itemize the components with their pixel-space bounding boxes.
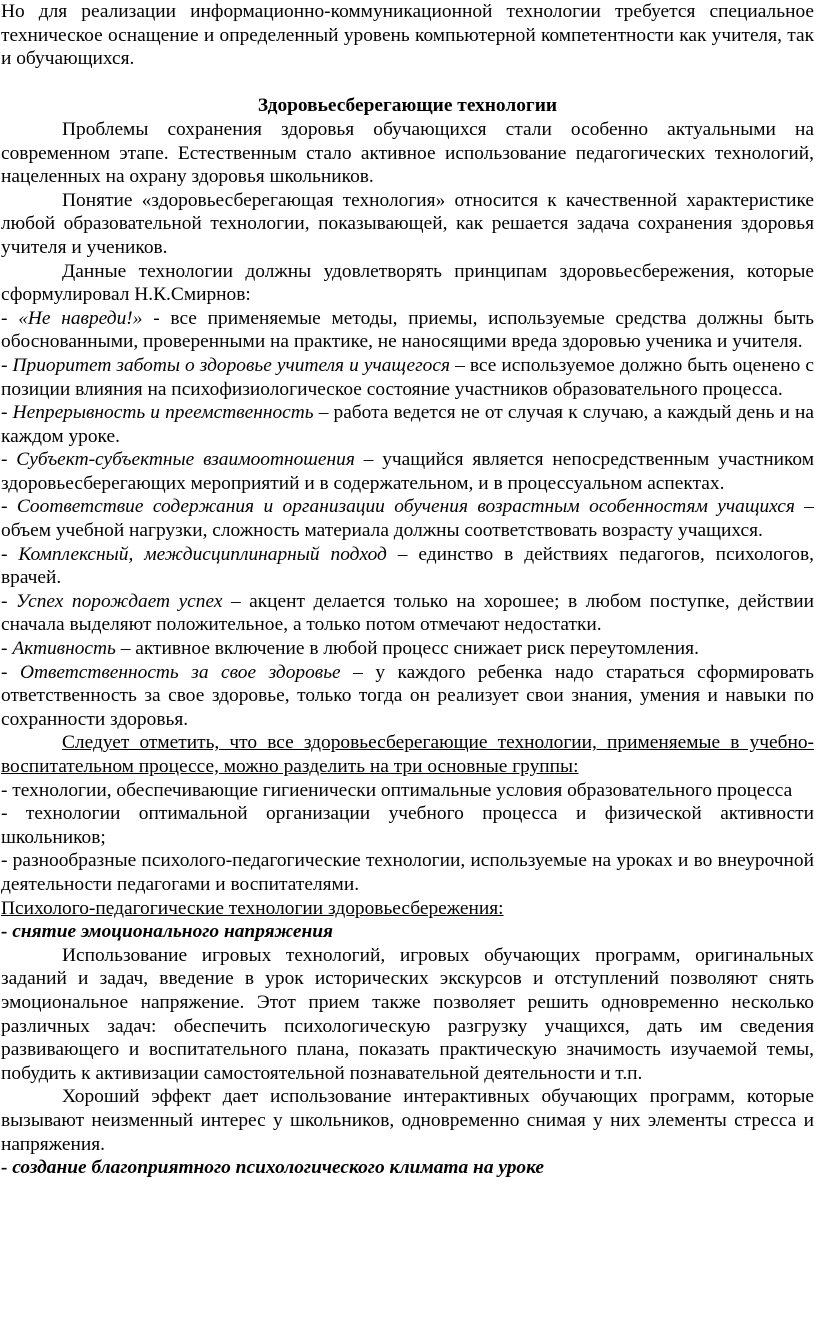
principle-term: Непрерывность и преемственность bbox=[12, 402, 314, 424]
psych-heading: Психолого-педагогические технологии здоровьесбережения: bbox=[1, 897, 504, 919]
principle-term: Субъект-субъектные взаимоотношения bbox=[16, 449, 355, 471]
subsection-heading-emotional: - снятие эмоционального напряжения bbox=[1, 921, 333, 943]
paragraph-concept: Понятие «здоровьесберегающая технология» относится к качественной характеристике любой образовательной технологии, показывающей, как решается задача сохранения здоровья учителя и учеников. bbox=[1, 189, 814, 258]
principle-term: Успех порождает успех bbox=[15, 590, 223, 612]
group-item: - технологии, обеспечивающие гигиенически оптимальные условия образовательного процесса bbox=[1, 779, 793, 801]
principle-item: - Ответственность за свое здоровье – у каждого ребенка надо стараться сформировать ответственность за свое здоровье, только тогда он реализует свои знания, умения и навыки по сохранности здоровья. bbox=[1, 661, 814, 730]
paragraph-problems: Проблемы сохранения здоровья обучающихся стали особенно актуальными на современном этапе. Естественным стало активное использование педагогических технологий, нацеленных на охрану здоровья школьников. bbox=[1, 118, 814, 188]
principle-item: - Субъект-субъектные взаимоотношения – учащийся является непосредственным участником здоровьесберегающих мероприятий и в содержательном, и в процессуальном аспектах. bbox=[1, 449, 814, 494]
groups-intro: Следует отметить, что все здоровьесберегающие технологии, применяемые в учебно-воспитательном процессе, можно разделить на три основные группы: bbox=[1, 732, 814, 777]
section-title: Здоровьесберегающие технологии bbox=[257, 95, 558, 117]
group-item: - технологии оптимальной организации учебного процесса и физической активности школьников; bbox=[1, 803, 814, 848]
principle-term: Активность bbox=[12, 638, 116, 660]
paragraph-games: Использование игровых технологий, игровых обучающих программ, оригинальных заданий и задач, введение в урок исторических экскурсов и отступлений позволяют снять эмоциональное напряжение. Этот прием также позволяет решить одновременно несколько различных задач: обеспечить психологическую разгрузку учащихся, дать им сведения развивающего и воспитательного плана, показать практическую значимость изучаемой темы, побудить к активизации самостоятельной познавательной деятельности и т.п. bbox=[1, 944, 814, 1084]
principle-term: Соответствие содержания и организации обучения возрастным особенностям учащихся bbox=[16, 496, 795, 518]
principle-item: - «Не навреди!» - все применяемые методы, приемы, используемые средства должны быть обоснованными, проверенными на практике, не наносящими вреда здоровью ученика и учителя. bbox=[1, 307, 814, 353]
paragraph-principles-intro: Данные технологии должны удовлетворять принципам здоровьесбережения, которые сформулировал Н.К.Смирнов: bbox=[1, 260, 814, 306]
principle-item: - Успех порождает успех – акцент делается только на хорошее; в любом поступке, действии сначала выделяют положительное, а только потом отмечают недостатки. bbox=[1, 590, 814, 636]
principle-item: - Соответствие содержания и организации обучения возрастным особенностям учащихся – объем учебной нагрузки, сложность материала должны соответствовать возрасту учащихся. bbox=[1, 496, 815, 542]
principle-item: - Комплексный, междисциплинарный подход – единство в действиях педагогов, психологов, врачей. bbox=[1, 543, 814, 589]
intro-paragraph: Но для реализации информационно-коммуникационной технологии требуется специальное техническое оснащение и определенный уровень компьютерной компетентности как учителя, так и обучающихся. bbox=[1, 1, 814, 70]
paragraph-interactive: Хороший эффект дает использование интерактивных обучающих программ, которые вызывают неизменный интерес у школьников, одновременно снимая у них элементы стресса и напряжения. bbox=[1, 1086, 814, 1155]
group-item: - разнообразные психолого-педагогические технологии, используемые на уроках и во внеурочной деятельности педагогами и воспитателями. bbox=[1, 850, 814, 895]
principle-term: «Не навреди!» bbox=[18, 307, 143, 329]
principle-term: Приоритет заботы о здоровье учителя и учащегося bbox=[12, 354, 451, 376]
principle-term: Ответственность за свое здоровье bbox=[19, 661, 341, 683]
subsection-heading-climate: - создание благоприятного психологического климата на уроке bbox=[1, 1157, 544, 1179]
principle-item: - Активность – активное включение в любой процесс снижает риск переутомления. bbox=[1, 638, 699, 660]
principle-item: - Непрерывность и преемственность – работа ведется не от случая к случаю, а каждый день и на каждом уроке. bbox=[1, 402, 815, 447]
principle-item: - Приоритет заботы о здоровье учителя и учащегося – все используемое должно быть оценено с позиции влияния на психофизиологическое состояние участников образовательного процесса. bbox=[1, 354, 814, 400]
principle-term: Комплексный, междисциплинарный подход bbox=[18, 543, 387, 565]
